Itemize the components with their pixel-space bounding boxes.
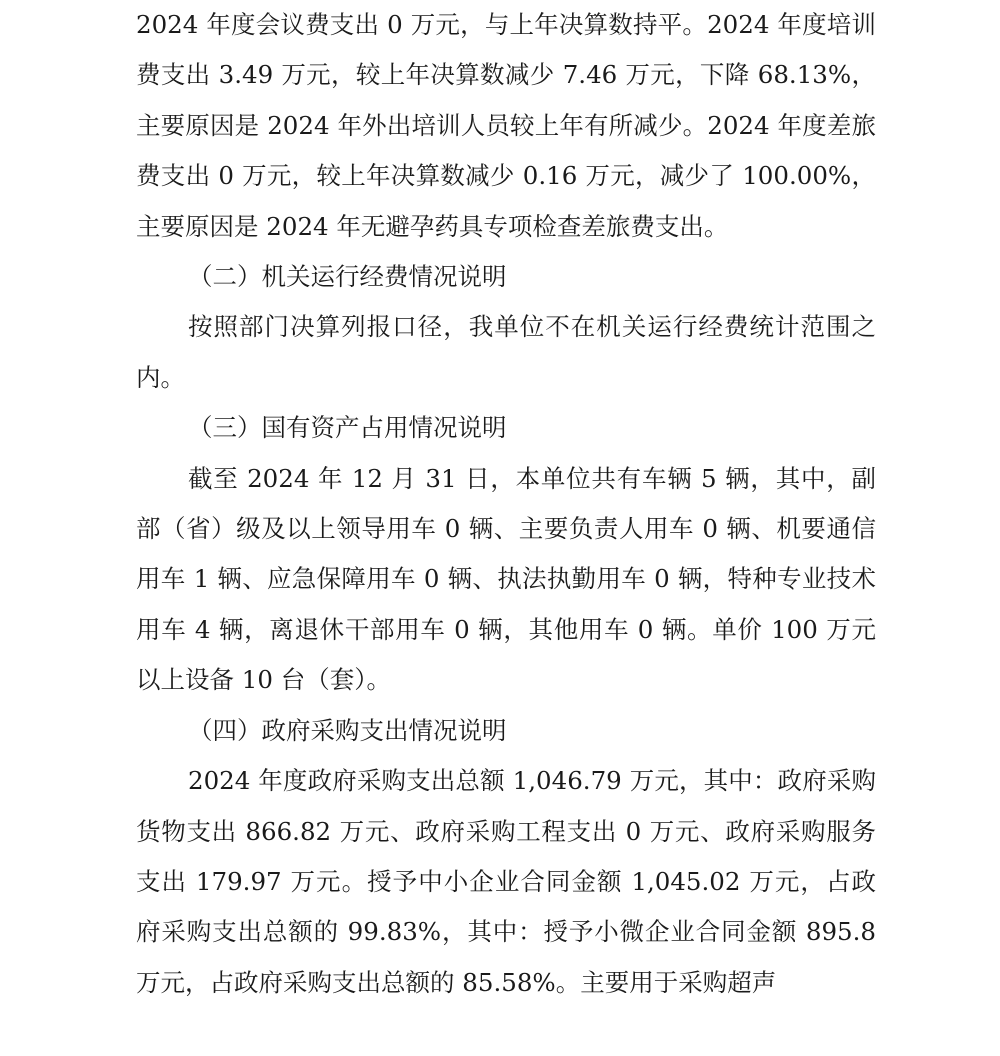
heading-government-procurement: （四）政府采购支出情况说明 xyxy=(188,715,507,745)
paragraph-state-assets: 截至 2024 年 12 月 31 日，本单位共有车辆 5 辆，其中，副部（省）级及以上领导用车 0 辆、主要负责人用车 0 辆、机要通信用车 1 辆、应急保障用车 0 辆、执法执勤用车 0 辆，特种专业技术用车 4 辆，离退休干部用车 0 辆，其他用车 0 辆。单价 100 万元以上设备 10 台（套）。 xyxy=(136,463,876,695)
paragraph-agency-operating-expenses: 按照部门决算列报口径，我单位不在机关运行经费统计范围之内。 xyxy=(136,312,876,392)
paragraph-government-procurement: 2024 年度政府采购支出总额 1,046.79 万元，其中：政府采购货物支出 866.82 万元、政府采购工程支出 0 万元、政府采购服务支出 179.97 万元。授予中小企业合同金额 1,045.02 万元，占政府采购支出总额的 99.83%，其中：授予小微企业合同金额 895.8 万元，占政府采购支出总额的 85.58%。主要用于采购超声 xyxy=(136,766,876,997)
paragraph-meeting-training-travel: 2024 年度会议费支出 0 万元，与上年决算数持平。2024 年度培训费支出 3.49 万元，较上年决算数减少 7.46 万元，下降 68.13%，主要原因是 2024 年外出培训人员较上年有所减少。2024 年度差旅费支出 0 万元，较上年决算数减少 0.16 万元，减少了 100.00%，主要原因是 2024 年无避孕药具专项检查差旅费支出。 xyxy=(136,10,876,241)
heading-state-assets: （三）国有资产占用情况说明 xyxy=(188,413,507,443)
document-page xyxy=(136,0,876,1008)
heading-agency-operating-expenses: （二）机关运行经费情况说明 xyxy=(188,262,507,292)
